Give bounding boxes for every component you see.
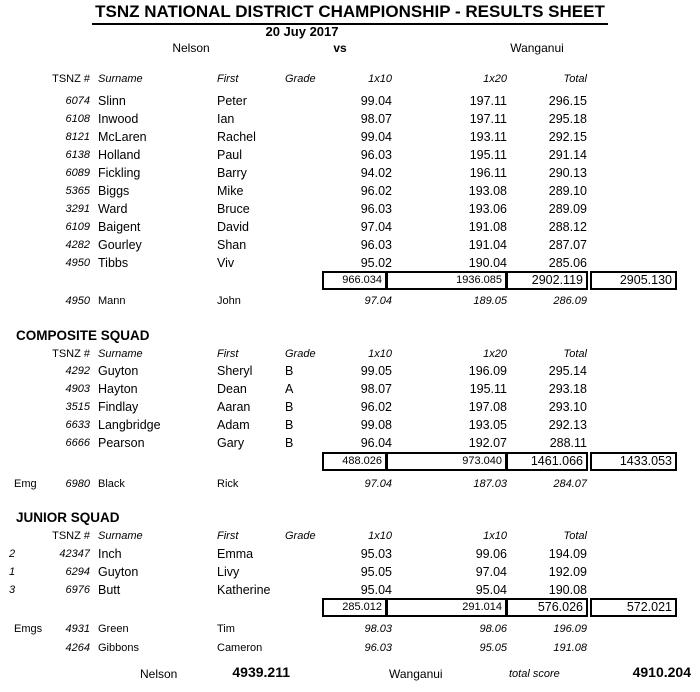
emergency-row: [0, 620, 700, 638]
cell-place: 1: [9, 566, 16, 578]
col-header-surname: Surname: [98, 73, 143, 85]
cell-total: 295.14: [548, 364, 587, 378]
cell-surname: Inwood: [98, 112, 139, 126]
total-score2-box: 1936.085: [386, 271, 507, 290]
footer-away-team: Wanganui: [389, 667, 443, 681]
cell-score2: 98.06: [479, 623, 507, 635]
cell-first: Viv: [217, 256, 235, 270]
cell-surname: Pearson: [98, 436, 145, 450]
cell-emergency-label: Emgs: [14, 623, 43, 635]
cell-total: 192.09: [548, 565, 587, 579]
col-header-score2: 1x20: [483, 73, 507, 85]
cell-score2: 190.04: [468, 256, 507, 270]
cell-surname: McLaren: [98, 130, 147, 144]
table-row: [0, 92, 700, 110]
table-row: [0, 128, 700, 146]
cell-tsnz: 4292: [65, 365, 90, 377]
cell-score1: 95.04: [360, 583, 392, 597]
cell-tsnz: 4950: [65, 295, 90, 307]
cell-place: 3: [9, 584, 16, 596]
col-header-tsnz: TSNZ #: [52, 530, 90, 542]
col-header-tsnz: TSNZ #: [52, 348, 90, 360]
col-header-first: First: [217, 348, 239, 360]
cell-tsnz: 4931: [65, 623, 90, 635]
total-score2-box: 973.040: [386, 452, 507, 471]
cell-score1: 98.03: [364, 623, 392, 635]
cell-first: Peter: [217, 94, 247, 108]
cell-score2: 193.05: [468, 418, 507, 432]
col-header-surname: Surname: [98, 530, 143, 542]
vs-label: vs: [333, 41, 347, 55]
table-row: [0, 200, 700, 218]
total-team-box: 576.026: [506, 598, 588, 617]
cell-score1: 99.08: [360, 418, 392, 432]
cell-surname: Fickling: [98, 166, 141, 180]
cell-first: Cameron: [217, 642, 263, 654]
table-row: [0, 254, 700, 272]
cell-score2: 191.08: [468, 220, 507, 234]
table-row: [0, 398, 700, 416]
cell-total: 196.09: [553, 623, 587, 635]
col-header-total: Total: [563, 348, 587, 360]
cell-first: Tim: [217, 623, 235, 635]
col-header-grade: Grade: [285, 530, 316, 542]
cell-first: Rick: [217, 478, 239, 490]
cell-score2: 192.07: [468, 436, 507, 450]
cell-surname: Slinn: [98, 94, 126, 108]
cell-total: 296.15: [548, 94, 587, 108]
table-row: [0, 380, 700, 398]
cell-total: 292.13: [548, 418, 587, 432]
footer-total-score-label: total score: [509, 668, 560, 680]
cell-tsnz: 42347: [59, 548, 90, 560]
cell-surname: Tibbs: [98, 256, 129, 270]
cell-total: 293.18: [548, 382, 587, 396]
home-team-name: Nelson: [172, 41, 210, 55]
cell-total: 289.09: [548, 202, 587, 216]
emergency-row: [0, 292, 700, 310]
cell-place: 2: [9, 548, 16, 560]
table-header-row: [0, 527, 700, 545]
cell-total: 289.10: [548, 184, 587, 198]
cell-tsnz: 6980: [65, 478, 90, 490]
match-date: 20 Juy 2017: [265, 24, 339, 39]
table-row: [0, 164, 700, 182]
cell-total: 286.09: [553, 295, 587, 307]
cell-surname: Black: [98, 478, 125, 490]
cell-score1: 99.04: [360, 130, 392, 144]
emergency-row: [0, 475, 700, 493]
page-title: TSNZ NATIONAL DISTRICT CHAMPIONSHIP - RESULTS SHEET: [92, 2, 608, 25]
cell-first: Shan: [217, 238, 247, 252]
cell-surname: Green: [98, 623, 129, 635]
cell-surname: Guyton: [98, 565, 139, 579]
cell-surname: Langbridge: [98, 418, 161, 432]
cell-tsnz: 4282: [65, 239, 90, 251]
col-header-score1: 1x10: [368, 530, 392, 542]
cell-total: 191.08: [553, 642, 587, 654]
cell-tsnz: 6976: [65, 584, 90, 596]
cell-surname: Biggs: [98, 184, 130, 198]
table-row: [0, 416, 700, 434]
cell-surname: Mann: [98, 295, 126, 307]
cell-total: 292.15: [548, 130, 587, 144]
cell-score2: 97.04: [475, 565, 507, 579]
cell-score1: 98.07: [360, 112, 392, 126]
total-team-box: 2902.119: [506, 271, 588, 290]
cell-total: 288.12: [548, 220, 587, 234]
section-title-composite: COMPOSITE SQUAD: [16, 328, 150, 343]
cell-first: Katherine: [217, 583, 271, 597]
cell-score1: 95.03: [360, 547, 392, 561]
totals-row: [0, 271, 700, 290]
col-header-first: First: [217, 73, 239, 85]
cell-score2: 187.03: [473, 478, 507, 490]
cell-score1: 96.04: [360, 436, 392, 450]
cell-total: 284.07: [553, 478, 587, 490]
table-row: [0, 218, 700, 236]
cell-total: 295.18: [548, 112, 587, 126]
cell-first: Rachel: [217, 130, 256, 144]
cell-score2: 95.05: [479, 642, 507, 654]
col-header-surname: Surname: [98, 348, 143, 360]
cell-score2: 191.04: [468, 238, 507, 252]
table-header-row: [0, 345, 700, 363]
col-header-first: First: [217, 530, 239, 542]
cell-score2: 197.11: [469, 94, 507, 108]
footer-home-team: Nelson: [140, 667, 178, 681]
cell-score1: 96.02: [360, 400, 392, 414]
cell-grade: B: [285, 400, 294, 414]
cell-surname: Holland: [98, 148, 141, 162]
cell-first: Mike: [217, 184, 244, 198]
cell-score2: 195.11: [469, 382, 507, 396]
cell-grade: B: [285, 436, 294, 450]
page-title-wrap: [0, 2, 700, 25]
total-team-box: 1461.066: [506, 452, 588, 471]
cell-score2: 95.04: [475, 583, 507, 597]
cell-score2: 193.06: [468, 202, 507, 216]
cell-tsnz: 6089: [65, 167, 90, 179]
cell-score1: 96.03: [360, 238, 392, 252]
cell-score1: 95.05: [360, 565, 392, 579]
cell-tsnz: 3291: [65, 203, 90, 215]
cell-total: 288.11: [549, 436, 587, 450]
cell-tsnz: 6109: [65, 221, 90, 233]
cell-first: Livy: [217, 565, 240, 579]
table-row: [0, 563, 700, 581]
table-row: [0, 110, 700, 128]
cell-total: 291.14: [548, 148, 587, 162]
cell-score2: 195.11: [469, 148, 507, 162]
cell-tsnz: 5365: [65, 185, 90, 197]
cell-tsnz: 6074: [65, 95, 90, 107]
cell-first: John: [217, 295, 241, 307]
cell-tsnz: 8121: [65, 131, 90, 143]
cell-score2: 189.05: [473, 295, 507, 307]
cell-tsnz: 6633: [65, 419, 90, 431]
col-header-total: Total: [563, 73, 587, 85]
col-header-grade: Grade: [285, 73, 316, 85]
totals-row: [0, 598, 700, 617]
cell-grade: B: [285, 364, 294, 378]
col-header-total: Total: [563, 530, 587, 542]
cell-first: Emma: [217, 547, 254, 561]
cell-score1: 94.02: [360, 166, 392, 180]
cell-surname: Gourley: [98, 238, 142, 252]
cell-score1: 97.04: [364, 478, 392, 490]
cell-surname: Baigent: [98, 220, 141, 234]
cell-surname: Inch: [98, 547, 122, 561]
cell-score2: 197.08: [468, 400, 507, 414]
table-row: [0, 545, 700, 563]
cell-first: Bruce: [217, 202, 250, 216]
cell-score1: 96.02: [360, 184, 392, 198]
cell-first: Paul: [217, 148, 243, 162]
cell-first: Adam: [217, 418, 250, 432]
cell-first: David: [217, 220, 249, 234]
cell-tsnz: 6666: [65, 437, 90, 449]
cell-score2: 196.11: [469, 166, 507, 180]
cell-surname: Gibbons: [98, 642, 139, 654]
cell-first: Gary: [217, 436, 245, 450]
cell-surname: Ward: [98, 202, 128, 216]
total-score1-box: 488.026: [322, 452, 387, 471]
col-header-score2: 1x20: [483, 348, 507, 360]
cell-grade: A: [285, 382, 294, 396]
cell-score1: 99.05: [360, 364, 392, 378]
total-score1-box: 285.012: [322, 598, 387, 617]
cell-tsnz: 6108: [65, 113, 90, 125]
away-team-name: Wanganui: [510, 41, 564, 55]
table-row: [0, 362, 700, 380]
col-header-score1: 1x10: [368, 348, 392, 360]
cell-score2: 196.09: [468, 364, 507, 378]
cell-first: Aaran: [217, 400, 251, 414]
cell-score2: 197.11: [469, 112, 507, 126]
cell-surname: Butt: [98, 583, 121, 597]
cell-score2: 193.08: [468, 184, 507, 198]
cell-score2: 193.11: [469, 130, 507, 144]
col-header-tsnz: TSNZ #: [52, 73, 90, 85]
cell-score1: 98.07: [360, 382, 392, 396]
footer-away-score: 4910.204: [632, 664, 691, 680]
total-opponent-box: 572.021: [590, 598, 677, 617]
cell-first: Dean: [217, 382, 247, 396]
cell-surname: Findlay: [98, 400, 139, 414]
cell-score2: 99.06: [475, 547, 507, 561]
cell-surname: Hayton: [98, 382, 138, 396]
cell-score1: 95.02: [360, 256, 392, 270]
col-header-score1: 1x10: [368, 73, 392, 85]
total-score1-box: 966.034: [322, 271, 387, 290]
totals-row: [0, 452, 700, 471]
footer-home-score: 4939.211: [232, 664, 290, 680]
cell-surname: Guyton: [98, 364, 139, 378]
col-header-grade: Grade: [285, 348, 316, 360]
total-opponent-box: 2905.130: [590, 271, 677, 290]
table-row: [0, 434, 700, 452]
cell-first: Ian: [217, 112, 235, 126]
cell-grade: B: [285, 418, 294, 432]
cell-total: 287.07: [548, 238, 587, 252]
section-title-junior: JUNIOR SQUAD: [16, 510, 120, 525]
cell-total: 285.06: [548, 256, 587, 270]
total-opponent-box: 1433.053: [590, 452, 677, 471]
table-row: [0, 182, 700, 200]
cell-tsnz: 4903: [65, 383, 90, 395]
cell-score1: 96.03: [360, 148, 392, 162]
cell-total: 194.09: [548, 547, 587, 561]
cell-tsnz: 6294: [65, 566, 90, 578]
cell-tsnz: 4264: [65, 642, 90, 654]
table-row: [0, 146, 700, 164]
cell-first: Sheryl: [217, 364, 253, 378]
total-score2-box: 291.014: [386, 598, 507, 617]
cell-score1: 99.04: [360, 94, 392, 108]
cell-score1: 97.04: [360, 220, 392, 234]
cell-total: 293.10: [548, 400, 587, 414]
emergency-row: [0, 639, 700, 657]
table-header-row: [0, 70, 700, 88]
table-row: [0, 236, 700, 254]
table-row: [0, 581, 700, 599]
cell-first: Barry: [217, 166, 247, 180]
cell-score1: 96.03: [364, 642, 392, 654]
cell-tsnz: 3515: [65, 401, 90, 413]
cell-score1: 97.04: [364, 295, 392, 307]
cell-tsnz: 4950: [65, 257, 90, 269]
cell-total: 290.13: [548, 166, 587, 180]
cell-emergency-label: Emg: [14, 478, 37, 490]
cell-tsnz: 6138: [65, 149, 90, 161]
cell-score1: 96.03: [360, 202, 392, 216]
col-header-score2: 1x10: [483, 530, 507, 542]
cell-total: 190.08: [548, 583, 587, 597]
